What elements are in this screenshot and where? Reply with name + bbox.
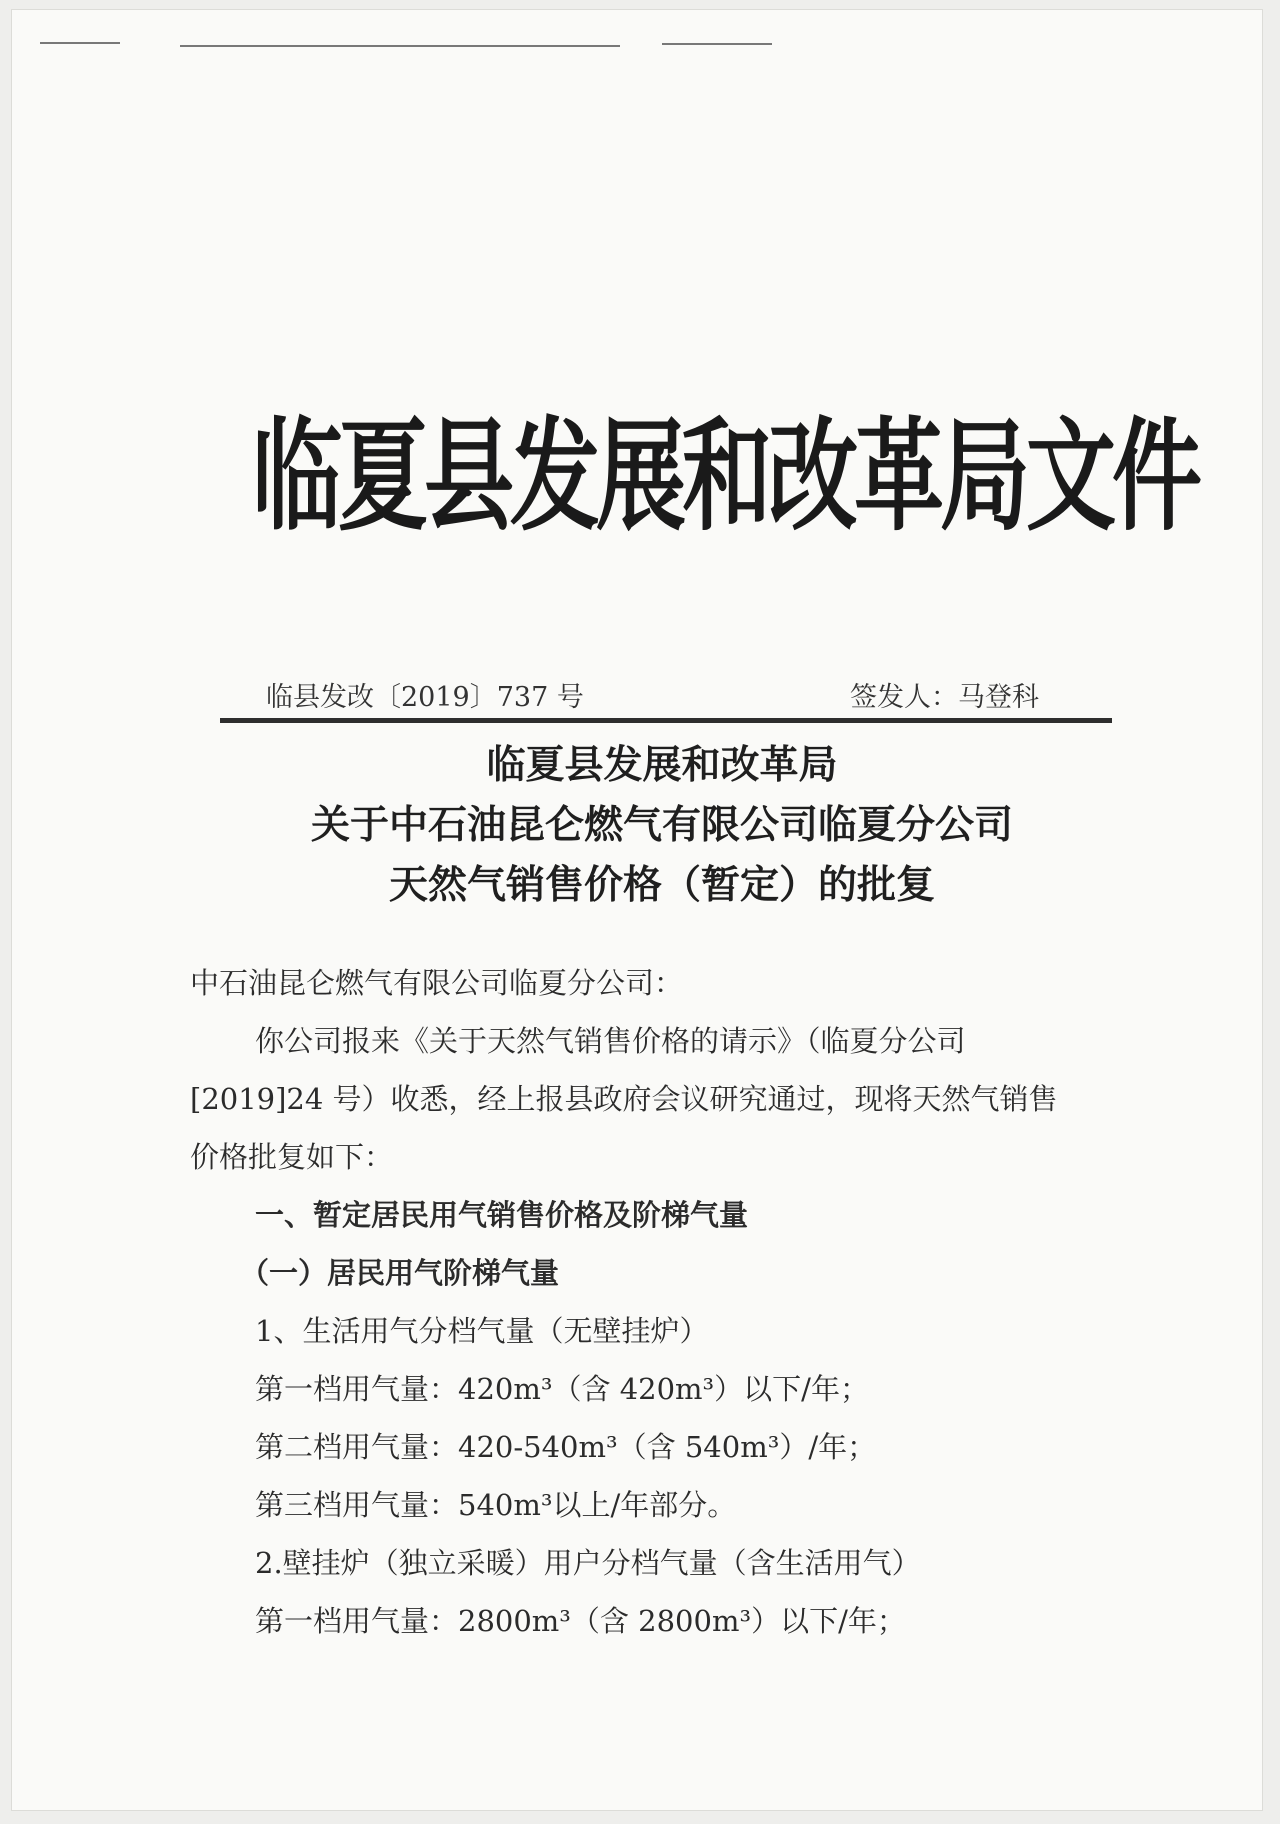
item-1-tier-2: 第二档用气量：420-540m³（含 540m³）/年； <box>255 1430 877 1464</box>
document-page <box>12 10 1262 1810</box>
item-1-tier-3: 第三档用气量：540m³以上/年部分。 <box>255 1488 737 1522</box>
intro-line-2: [2019]24 号）收悉，经上报县政府会议研究通过，现将天然气销售 <box>190 1082 1058 1116</box>
item-2-heading: 2.壁挂炉（独立采暖）用户分档气量（含生活用气） <box>255 1546 921 1580</box>
intro-line-1: 你公司报来《关于天然气销售价格的请示》（临夏分公司 <box>255 1024 966 1058</box>
item-2-tier-1: 第一档用气量：2800m³（含 2800m³）以下/年； <box>255 1604 906 1638</box>
signer: 签发人：马登科 <box>850 682 1039 713</box>
header-separator-rule <box>220 718 1112 723</box>
document-title-line-3: 天然气销售价格（暂定）的批复 <box>388 863 935 908</box>
intro-line-3: 价格批复如下： <box>190 1140 394 1174</box>
top-rule-left <box>40 42 120 44</box>
document-title-line-1: 临夏县发展和改革局 <box>486 743 838 788</box>
document-header-title: 临夏县发展和改革局文件 <box>252 406 1198 548</box>
subsection-1-heading: （一）居民用气阶梯气量 <box>240 1256 560 1290</box>
top-rule-right <box>662 43 772 45</box>
item-1-tier-1: 第一档用气量：420m³（含 420m³）以下/年； <box>255 1372 869 1406</box>
top-rule-center <box>180 45 620 47</box>
document-number: 临县发改〔2019〕737 号 <box>266 682 584 713</box>
item-1-heading: 1、生活用气分档气量（无壁挂炉） <box>255 1314 709 1348</box>
document-title-line-2: 关于中石油昆仑燃气有限公司临夏分公司 <box>310 803 1013 848</box>
addressee: 中石油昆仑燃气有限公司临夏分公司： <box>190 966 684 1000</box>
section-1-heading: 一、暂定居民用气销售价格及阶梯气量 <box>255 1198 749 1232</box>
